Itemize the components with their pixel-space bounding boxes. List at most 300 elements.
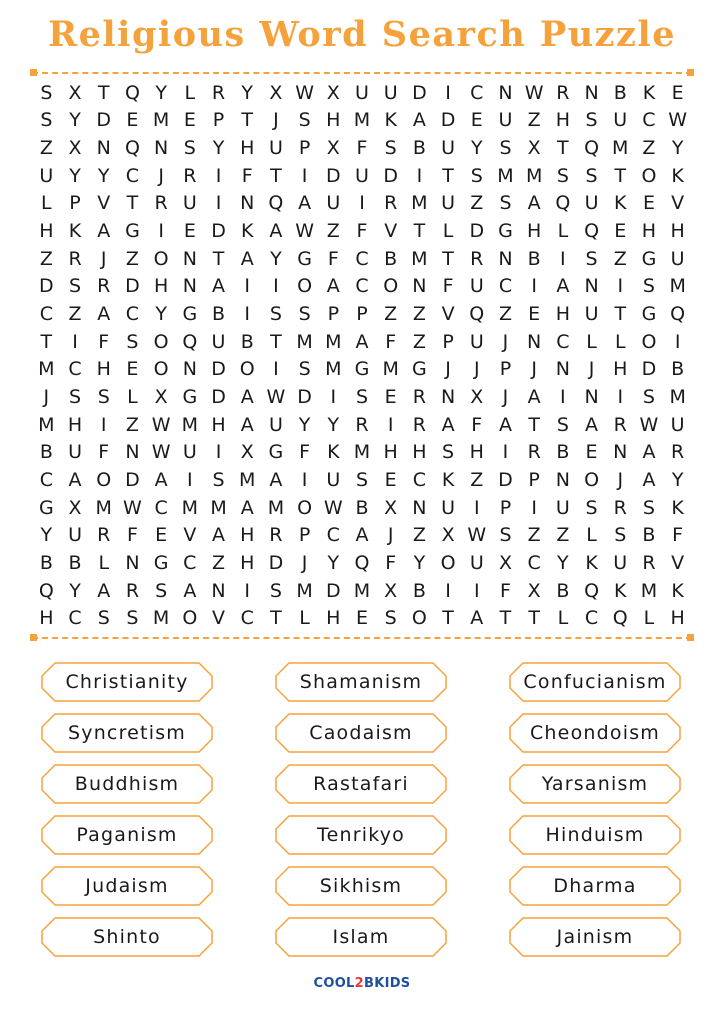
grid-letter: T [442,164,454,187]
grid-letter: X [527,137,541,160]
grid-letter: E [671,81,684,104]
grid-letter: Q [182,330,198,353]
grid-letter: R [412,413,426,436]
grid-letter: W [151,413,171,436]
word-card [41,917,213,957]
grid-letter: N [498,247,513,270]
grid-letter: R [154,192,168,215]
grid-letter: H [211,413,226,436]
word-label: Jainism [556,926,634,948]
grid-letter: A [298,192,312,215]
grid-letter: Q [584,137,600,160]
grid-letter: O [239,358,255,381]
grid-letter: J [502,330,509,353]
grid-letter: O [641,164,657,187]
word-card [275,662,447,702]
grid-letter: C [527,551,541,574]
grid-letter: R [613,496,627,519]
word-card [275,866,447,906]
grid-letter: A [97,303,111,326]
grid-letter: S [298,303,311,326]
word-label: Cheondoism [529,722,661,744]
grid-letter: F [98,441,110,464]
grid-letter: A [527,385,541,408]
grid-letter: C [355,247,369,270]
grid-letter: B [384,247,398,270]
grid-letter: T [97,81,110,104]
grid-letter: I [502,441,509,464]
grid-letter: N [96,137,111,160]
grid-letter: M [210,496,227,519]
site-logo[interactable] [312,976,412,994]
grid-letter: C [355,275,369,298]
grid-letter: L [299,607,310,630]
grid-letter: U [441,496,456,519]
grid-letter: R [97,275,111,298]
grid-letter: I [100,413,107,436]
grid-letter: X [326,81,340,104]
grid-letter: O [440,551,456,574]
grid-letter: J [387,524,394,547]
grid-letter: P [442,330,454,353]
grid-letter: D [469,220,485,243]
grid-letter: A [68,468,82,491]
grid-letter: W [639,413,659,436]
grid-letter: C [125,303,140,326]
grid-letter: A [527,192,541,215]
grid-letter: H [670,220,685,243]
grid-letter: U [68,441,82,464]
grid-letter: X [240,441,254,464]
grid-letter: Y [327,413,340,436]
grid-letter: Q [670,303,686,326]
grid-letter: R [613,413,627,436]
grid-letter: G [354,358,370,381]
grid-letter: D [297,385,312,408]
grid-letter: S [183,137,196,160]
grid-letter: Y [241,81,254,104]
grid-letter: D [211,220,226,243]
grid-letter: C [412,468,427,491]
grid-letter: V [212,607,226,630]
grid-letter: U [469,275,484,298]
grid-letter: F [356,137,368,160]
grid-letter: T [413,220,426,243]
grid-letter: B [642,524,656,547]
grid-letter: L [98,551,110,574]
grid-letter: C [154,496,168,519]
grid-letter: C [39,468,53,491]
grid-letter: R [671,441,685,464]
grid-letter: M [353,441,371,464]
grid-letter: J [588,358,595,381]
grid-letter: H [555,303,570,326]
grid-letter: N [613,441,628,464]
grid-letter: H [67,413,83,436]
grid-letter: J [531,358,537,381]
grid-letter: E [642,192,655,215]
grid-letter: S [355,468,369,491]
grid-letter: V [671,192,685,215]
grid-letter: W [295,81,314,104]
word-label: Confucianism [523,671,667,693]
divider-end-marker [30,634,37,641]
grid-letter: N [440,385,456,408]
grid-letter: N [555,358,570,381]
grid-letter: G [641,303,657,326]
grid-letter: P [298,137,311,160]
grid-letter: V [97,192,111,215]
grid-letter: M [95,496,112,519]
word-card [41,764,213,804]
word-label: Hinduism [545,824,645,846]
grid-letter: J [301,551,308,574]
grid-letter: N [584,275,599,298]
grid-letter: A [269,220,283,243]
grid-letter: W [151,441,171,464]
grid-letter: G [498,220,513,243]
divider-end-marker [687,634,694,641]
grid-letter: I [531,496,537,519]
grid-letter: A [97,220,111,243]
word-card [509,713,681,753]
grid-letter: M [239,468,256,491]
grid-letter: M [267,496,285,519]
grid-letter: K [68,220,82,243]
grid-letter: T [528,607,540,630]
grid-letter: R [183,164,197,187]
grid-letter: Y [327,551,340,574]
grid-letter: Z [212,551,226,574]
grid-letter: I [244,303,251,326]
grid-letter: P [356,303,368,326]
grid-letter: H [613,358,628,381]
grid-letter: Y [557,551,569,574]
grid-letter: I [301,164,308,187]
grid-letter: I [359,192,365,215]
grid-letter: Y [270,247,282,270]
grid-letter: M [497,164,514,187]
grid-letter: U [670,413,685,436]
grid-letter: A [585,413,599,436]
grid-letter: H [641,220,657,243]
grid-letter: Y [671,137,684,160]
grid-letter: D [440,109,456,132]
grid-letter: G [412,358,427,381]
grid-letter: I [473,496,480,519]
grid-letter: U [613,551,628,574]
word-label: Tenrikyo [317,824,405,846]
bottom-divider [32,637,692,639]
grid-letter: N [125,551,140,574]
grid-letter: S [585,109,598,132]
grid-letter: U [469,330,484,353]
grid-letter: S [585,247,598,270]
grid-letter: D [412,81,427,104]
grid-letter: D [498,468,513,491]
grid-letter: J [43,385,50,408]
grid-letter: Z [125,413,139,436]
word-label: Dharma [553,875,637,897]
grid-letter: O [153,358,169,381]
grid-letter: E [614,220,627,243]
word-card [509,866,681,906]
divider-end-marker [30,69,37,76]
grid-letter: E [355,607,368,630]
grid-letter: M [181,413,199,436]
grid-letter: E [126,358,139,381]
grid-letter: Y [212,137,225,160]
grid-letter: H [383,441,398,464]
grid-letter: H [469,441,484,464]
grid-letter: W [295,220,314,243]
grid-letter: S [384,137,397,160]
grid-letter: K [327,441,340,464]
grid-letter: U [469,551,484,574]
grid-letter: S [556,413,569,436]
grid-letter: U [268,137,283,160]
grid-letter: D [383,164,398,187]
grid-letter: S [40,109,53,132]
grid-letter: L [442,220,454,243]
grid-letter: K [384,109,397,132]
grid-letter: A [269,468,283,491]
grid-letter: X [384,496,398,519]
grid-letter: S [499,192,512,215]
grid-letter: O [297,275,313,298]
word-label: Shamanism [299,671,423,693]
grid-letter: A [355,330,369,353]
grid-letter: C [68,358,82,381]
grid-letter: U [211,330,226,353]
grid-letter: R [211,81,226,104]
grid-letter: X [384,579,398,602]
grid-letter: W [524,81,544,104]
grid-letter: Y [69,579,81,602]
grid-letter: Z [39,137,53,160]
grid-letter: F [442,275,454,298]
grid-letter: A [412,109,426,132]
word-label: Paganism [76,824,178,846]
grid-letter: Z [39,247,53,270]
grid-letter: R [355,413,369,436]
grid-letter: E [384,385,397,408]
grid-letter: Z [470,192,484,215]
word-card [275,815,447,855]
grid-letter: O [383,275,399,298]
grid-letter: Z [326,220,340,243]
word-card [41,815,213,855]
grid-letter: W [668,109,688,132]
grid-letter: B [211,303,226,326]
grid-letter: S [155,579,168,602]
grid-letter: I [560,247,566,270]
grid-letter: I [244,275,251,298]
grid-letter: Z [498,303,512,326]
grid-letter: N [412,275,427,298]
grid-letter: P [327,303,340,326]
logo-text-bkids: BKIDS [364,976,411,991]
grid-letter: T [40,330,53,353]
grid-letter: G [268,441,284,464]
grid-letter: P [499,358,512,381]
grid-letter: H [240,524,255,547]
grid-letter: O [584,468,600,491]
page-title: Religious Word Search Puzzle [48,14,676,55]
grid-letter: J [502,385,509,408]
grid-letter: Q [124,137,140,160]
grid-letter: T [442,247,454,270]
grid-letter: F [299,441,311,464]
grid-letter: S [614,524,627,547]
grid-letter: Z [384,303,398,326]
grid-letter: M [382,358,399,381]
grid-letter: Z [412,330,426,353]
grid-letter: D [325,579,341,602]
word-label: Caodaism [309,722,413,744]
grid-letter: H [555,109,570,132]
grid-letter: S [298,358,311,381]
grid-letter: N [412,496,427,519]
grid-letter: B [355,496,369,519]
grid-letter: I [244,579,251,602]
word-card [41,662,213,702]
grid-letter: N [125,441,140,464]
grid-letter: K [614,579,627,602]
grid-letter: I [273,275,279,298]
grid-letter: Y [69,164,81,187]
grid-letter: H [326,109,341,132]
grid-letter: E [470,109,483,132]
grid-letter: N [182,358,197,381]
word-card [41,713,213,753]
grid-letter: Q [584,220,600,243]
word-card [41,866,213,906]
grid-letter: C [240,607,254,630]
grid-letter: R [556,81,570,104]
grid-letter: R [125,579,140,602]
grid-letter: R [412,385,426,408]
grid-letter: Q [124,81,140,104]
grid-letter: X [68,137,82,160]
grid-letter: H [153,275,169,298]
divider-end-marker [687,69,694,76]
grid-letter: F [672,524,684,547]
grid-letter: C [183,551,197,574]
grid-letter: R [97,524,111,547]
grid-letter: A [240,496,254,519]
grid-letter: B [240,330,254,353]
grid-letter: T [499,607,512,630]
grid-letter: D [125,468,140,491]
grid-letter: A [212,524,226,547]
grid-letter: U [584,303,599,326]
grid-letter: D [211,385,226,408]
grid-letter: S [97,385,110,408]
grid-letter: U [326,192,341,215]
grid-letter: M [669,385,686,408]
grid-letter: I [273,358,279,381]
grid-letter: U [355,164,369,187]
word-label: Islam [332,926,390,948]
grid-letter: U [383,81,398,104]
grid-letter: M [353,109,371,132]
grid-letter: Y [97,164,110,187]
grid-letter: N [584,81,599,104]
grid-letter: D [211,358,226,381]
grid-letter: F [327,247,339,270]
grid-letter: U [670,247,685,270]
grid-letter: A [97,579,111,602]
grid-letter: S [269,303,282,326]
grid-letter: F [500,579,511,602]
grid-letter: Q [354,551,370,574]
grid-letter: I [445,579,451,602]
grid-letter: M [325,358,342,381]
grid-letter: F [241,164,253,187]
grid-letter: X [326,137,340,160]
grid-letter: I [215,441,222,464]
grid-letter: H [39,220,54,243]
grid-letter: F [385,551,397,574]
grid-letter: O [182,607,198,630]
grid-letter: G [641,247,657,270]
grid-letter: J [158,164,164,187]
grid-letter: H [326,607,341,630]
grid-letter: T [442,607,454,630]
word-label: Rastafari [313,773,409,795]
word-label: Christianity [65,671,189,693]
grid-letter: B [412,137,426,160]
grid-letter: M [325,330,342,353]
letter-grid [32,79,692,632]
word-label: Judaism [85,875,169,897]
grid-letter: S [97,607,110,630]
grid-letter: A [642,468,656,491]
grid-letter: A [240,413,254,436]
grid-letter: Q [584,579,600,602]
grid-letter: M [38,358,55,381]
grid-letter: A [326,275,340,298]
grid-letter: S [499,137,512,160]
grid-letter: N [498,81,513,104]
grid-letter: S [40,81,53,104]
grid-letter: H [96,358,111,381]
grid-letter: E [585,441,598,464]
grid-letter: T [528,413,540,436]
grid-letter: T [614,164,627,187]
grid-letter: A [355,524,369,547]
grid-letter: I [445,81,451,104]
grid-letter: I [187,468,193,491]
grid-letter: C [326,524,340,547]
grid-letter: Z [527,524,541,547]
grid-letter: S [499,524,512,547]
grid-letter: U [68,524,82,547]
grid-letter: F [385,330,397,353]
grid-letter: N [182,275,197,298]
grid-letter: G [125,220,140,243]
grid-letter: L [557,607,569,630]
grid-letter: U [584,192,599,215]
grid-letter: S [355,385,369,408]
grid-letter: M [353,579,371,602]
grid-letter: S [69,275,82,298]
grid-letter: E [528,303,541,326]
grid-letter: O [297,496,313,519]
grid-letter: S [585,164,598,187]
grid-letter: Z [642,137,656,160]
